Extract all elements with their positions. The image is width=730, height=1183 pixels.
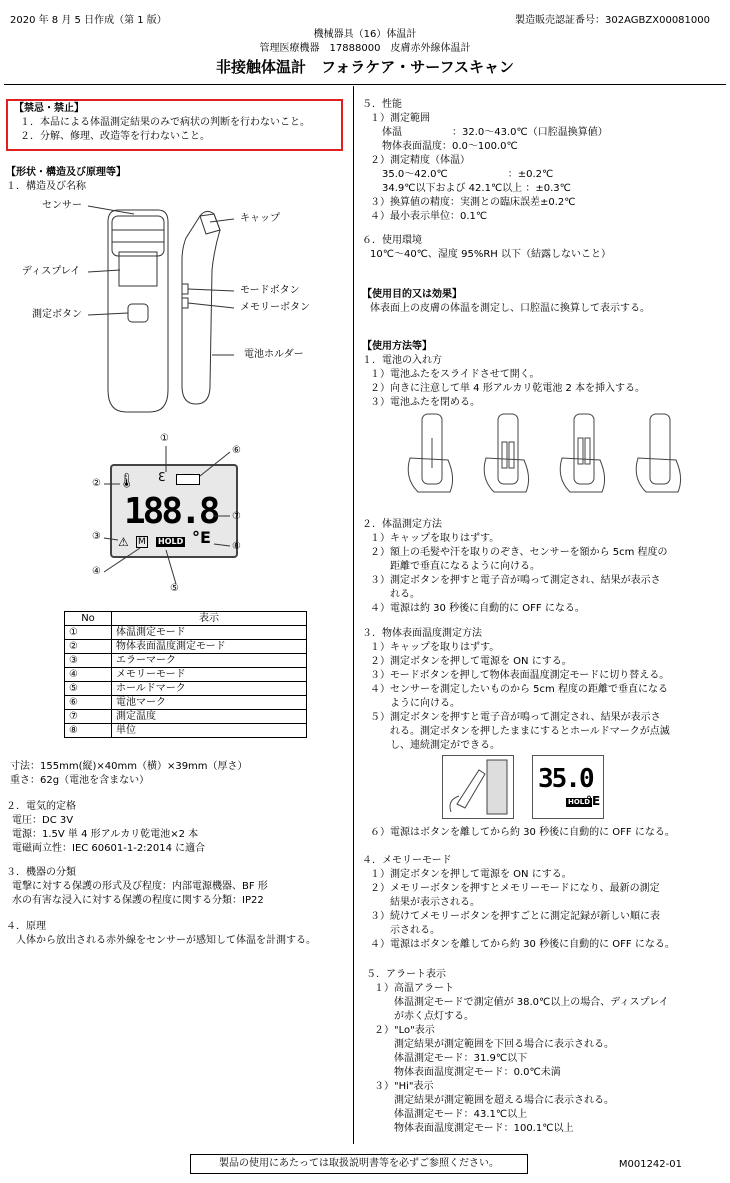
memory-heading: ４．メモリーモード xyxy=(362,855,452,866)
memory-icon: M xyxy=(138,537,146,547)
purpose-section xyxy=(362,288,650,316)
label-battery-holder: 電池ホルダー xyxy=(244,349,304,360)
battery-step-2-figure xyxy=(484,414,528,492)
label-sensor: センサー xyxy=(42,200,82,211)
memory-step: ２）メモリーボタンを押すとメモリーモードになり、最新の測定 xyxy=(370,883,660,894)
table-header-display: 表示 xyxy=(112,612,307,626)
performance-line: 35.0～42.0℃ ：±0.2℃ xyxy=(382,169,554,180)
alert-line: 体温測定モードで測定値が 38.0℃以上の場合、ディスプレイ xyxy=(374,997,669,1008)
body-measure-step: 距離で垂直になるように向ける。 xyxy=(370,561,540,572)
battery-insertion-illustration xyxy=(400,408,690,500)
surface-measure-step: れる。測定ボタンを押したままにするとホールドマークが点滅 xyxy=(370,726,670,737)
battery-step: ２）向きに注意して単 4 形アルカリ乾電池 2 本を挿入する。 xyxy=(370,383,646,394)
lcd-digits: 188.8 xyxy=(124,491,218,532)
callout-4: ④ xyxy=(92,566,101,577)
structure-subheading: １．構造及び名称 xyxy=(6,181,86,192)
device-classification: 管理医療機器 17888000 皮膚赤外線体温計 xyxy=(259,43,471,54)
surface-lcd-digits: 35.0 xyxy=(538,764,593,794)
alert-line: ２）"Lo"表示 xyxy=(374,1025,435,1036)
table-row xyxy=(65,682,307,696)
table-cell-label: メモリーモード xyxy=(112,668,307,682)
surface-lcd-unit: °E xyxy=(586,794,601,808)
table-cell-no: ③ xyxy=(65,654,112,668)
table-row xyxy=(65,710,307,724)
purpose-heading: 【使用目的又は効果】 xyxy=(362,289,462,300)
document-date: 2020 年 8 月 5 日作成（第 1 版） xyxy=(10,15,167,26)
table-row xyxy=(65,668,307,682)
table-row xyxy=(65,654,307,668)
device-front-body xyxy=(108,210,168,412)
performance-line: ２）測定精度（体温） xyxy=(370,155,470,166)
classification-line: 電撃に対する保護の形式及び程度：内部電源機器、BF 形 xyxy=(12,881,268,892)
table-cell-label: ホールドマーク xyxy=(112,682,307,696)
surface-measure-heading: ３．物体表面温度測定方法 xyxy=(362,628,482,639)
display-window xyxy=(119,252,157,286)
structure-heading: 【形状・構造及び原理等】 xyxy=(6,167,126,178)
memory-step: 結果が表示される。 xyxy=(370,897,480,908)
battery-heading: １．電池の入れ方 xyxy=(362,355,442,366)
surface-last-step xyxy=(370,826,675,840)
electrical-line: 電圧：DC 3V xyxy=(12,815,74,826)
table-cell-label: 測定温度 xyxy=(112,710,307,724)
table-cell-no: ⑤ xyxy=(65,682,112,696)
header-divider xyxy=(4,84,726,85)
electrical-heading: ２．電気的定格 xyxy=(6,801,76,812)
callout-3: ③ xyxy=(92,531,101,542)
table-row xyxy=(65,696,307,710)
lcd-unit: °E xyxy=(192,528,211,547)
surface-measure-step: ３）モードボタンを押して物体表面温度測定モードに切り替える。 xyxy=(370,670,670,681)
usage-section xyxy=(362,340,645,410)
callout-1: ① xyxy=(160,433,169,444)
table-cell-no: ⑦ xyxy=(65,710,112,724)
body-measure-step: れる。 xyxy=(370,589,420,600)
table-cell-label: 体温測定モード xyxy=(112,626,307,640)
memory-section xyxy=(362,854,675,952)
memory-step: ４）電源はボタンを離してから約 30 秒後に自動的に OFF になる。 xyxy=(370,939,675,950)
table-cell-label: 単位 xyxy=(112,724,307,738)
electrical-line: 電源：1.5V 単 4 形アルカリ乾電池×2 本 xyxy=(12,829,199,840)
body-measure-step: １）キャップを取りはずす。 xyxy=(370,533,500,544)
alert-line: が赤く点灯する。 xyxy=(374,1011,474,1022)
principle-heading: ４．原理 xyxy=(6,921,46,932)
label-memory-button: メモリーボタン xyxy=(240,302,310,313)
alert-line: ３）"Hi"表示 xyxy=(374,1081,434,1092)
sensor-cap-front xyxy=(112,216,164,256)
performance-line: 34.9℃以下および 42.1℃以上 ：±0.3℃ xyxy=(382,183,571,194)
electrical-section xyxy=(6,800,205,856)
error-icon: ⚠ xyxy=(118,535,129,549)
performance-section xyxy=(362,98,608,224)
performance-line: ３）換算値の精度：実測との臨床誤差±0.2℃ xyxy=(370,197,576,208)
dimensions-text: 寸法：155mm(縦)×40mm（横）×39mm（厚さ） xyxy=(10,761,248,772)
surface-measure-step: ６）電源はボタンを離してから約 30 秒後に自動的に OFF になる。 xyxy=(370,827,675,838)
document-code: M001242-01 xyxy=(618,1159,682,1170)
surface-measure-drawing xyxy=(443,756,513,818)
table-header-row xyxy=(65,612,307,626)
performance-line: １）測定範囲 xyxy=(370,113,430,124)
callout-5: ⑤ xyxy=(170,583,179,594)
warning-item: ２．分解、修理、改造等を行わないこと。 xyxy=(20,131,210,142)
callout-6: ⑥ xyxy=(232,445,241,456)
display-table xyxy=(64,611,307,738)
hold-mark: HOLD xyxy=(158,537,184,546)
measure-button-shape xyxy=(128,304,148,322)
callout-8: ⑧ xyxy=(232,541,241,552)
electrical-line: 電磁両立性：IEC 60601-1-2:2014 に適合 xyxy=(12,843,206,854)
performance-line: 体温 ：32.0～43.0℃（口腔温換算値） xyxy=(382,127,608,138)
body-measure-step: ２）額上の毛髪や汗を取りのぞき、センサーを額から 5cm 程度の xyxy=(370,547,668,558)
table-cell-no: ⑧ xyxy=(65,724,112,738)
memory-step: 示される。 xyxy=(370,925,440,936)
callout-7: ⑦ xyxy=(232,511,241,522)
classification-line: 水の有害な浸入に対する保護の程度に関する分類：IP22 xyxy=(12,895,264,906)
classification-heading: ３．機器の分類 xyxy=(6,867,76,878)
label-measure-button: 測定ボタン xyxy=(32,309,82,320)
table-cell-label: エラーマーク xyxy=(112,654,307,668)
surface-measure-step: し、連続測定ができる。 xyxy=(370,740,500,751)
warning-content xyxy=(14,102,310,144)
label-cap: キャップ xyxy=(240,213,280,224)
memory-step: ３）続けてメモリーボタンを押すごとに測定記録が新しい順に表 xyxy=(370,911,660,922)
environment-text: 10℃～40℃、湿度 95%RH 以下（結露しないこと） xyxy=(370,249,611,260)
weight-text: 重さ：62g（電池を含まない） xyxy=(10,775,150,786)
footer-notice: 製品の使用にあたっては取扱説明書等を必ずご参照ください。 xyxy=(190,1154,528,1174)
battery-step-4-figure xyxy=(636,414,680,492)
table-cell-no: ② xyxy=(65,640,112,654)
warning-heading: 【禁忌・禁止】 xyxy=(14,103,84,114)
alert-line: 物体表面温度測定モード：100.1℃以上 xyxy=(374,1123,574,1134)
principle-text: 人体から放出される赤外線をセンサーが感知して体温を計測する。 xyxy=(16,935,316,946)
battery-step-1-figure xyxy=(408,414,452,492)
principle-section xyxy=(6,920,316,948)
table-cell-no: ⑥ xyxy=(65,696,112,710)
surface-measure-step: ように向ける。 xyxy=(370,698,460,709)
label-mode-button: モードボタン xyxy=(240,285,300,296)
thermometer-icon: 🌡 xyxy=(118,473,136,489)
body-mode-icon: ℇ xyxy=(158,470,166,484)
column-divider xyxy=(353,86,354,1144)
page-title: 非接触体温計 フォラケア・サーフスキャン xyxy=(216,58,514,76)
table-cell-no: ① xyxy=(65,626,112,640)
table-row xyxy=(65,640,307,654)
alert-line: 測定結果が測定範囲を下回る場合に表示される。 xyxy=(374,1039,614,1050)
alert-section xyxy=(366,968,669,1136)
alert-line: 体温測定モード：31.9℃以下 xyxy=(374,1053,528,1064)
memory-step: １）測定ボタンを押して電源を ON にする。 xyxy=(370,869,572,880)
performance-line: ４）最小表示単位：0.1℃ xyxy=(370,211,488,222)
battery-step-3-figure xyxy=(560,414,604,492)
warning-item: １．本品による体温測定結果のみで病状の判断を行わないこと。 xyxy=(20,117,310,128)
usage-heading: 【使用方法等】 xyxy=(362,341,432,352)
surface-measure-step: ５）測定ボタンを押すと電子音が鳴って測定され、結果が表示さ xyxy=(370,712,661,723)
alert-line: １）高温アラート xyxy=(374,983,454,994)
body-measure-section xyxy=(362,518,668,616)
specs-section xyxy=(10,760,248,788)
surface-measure-section xyxy=(362,627,670,753)
purpose-text: 体表面上の皮膚の体温を測定し、口腔温に換算して表示する。 xyxy=(370,303,650,314)
surface-measure-step: ４）センサーを測定したいものから 5cm 程度の距離で垂直になる xyxy=(370,684,668,695)
table-cell-no: ④ xyxy=(65,668,112,682)
battery-step: ３）電池ふたを閉める。 xyxy=(370,397,480,408)
environment-section xyxy=(362,234,611,262)
table-header-no: No xyxy=(65,612,112,626)
surface-measure-step: １）キャップを取りはずす。 xyxy=(370,642,500,653)
surface-hold-mark: HOLD xyxy=(568,798,591,806)
alert-heading: ５．アラート表示 xyxy=(366,969,446,980)
battery-step: １）電池ふたをスライドさせて開く。 xyxy=(370,369,540,380)
table-cell-label: 物体表面温度測定モード xyxy=(112,640,307,654)
alert-line: 体温測定モード：43.1℃以上 xyxy=(374,1109,528,1120)
alert-line: 物体表面温度測定モード：0.0℃未満 xyxy=(374,1067,561,1078)
table-row xyxy=(65,626,307,640)
performance-line: 物体表面温度：0.0～100.0℃ xyxy=(382,141,518,152)
surface-measure-figure xyxy=(442,755,514,819)
device-category: 機械器具（16）体温計 xyxy=(313,29,417,40)
environment-heading: ６．使用環境 xyxy=(362,235,422,246)
label-display: ディスプレイ xyxy=(22,266,81,277)
body-measure-step: ４）電源は約 30 秒後に自動的に OFF になる。 xyxy=(370,603,585,614)
callout-lines xyxy=(0,420,260,600)
body-measure-heading: ２．体温測定方法 xyxy=(362,519,442,530)
body-measure-step: ３）測定ボタンを押すと電子音が鳴って測定され、結果が表示さ xyxy=(370,575,661,586)
table-row xyxy=(65,724,307,738)
performance-heading: ５．性能 xyxy=(362,99,402,110)
callout-2: ② xyxy=(92,478,101,489)
approval-number: 製造販売認証番号：302AGBZX00081000 xyxy=(515,15,710,26)
surface-measure-step: ２）測定ボタンを押して電源を ON にする。 xyxy=(370,656,572,667)
alert-line: 測定結果が測定範囲を超える場合に表示される。 xyxy=(374,1095,614,1106)
table-cell-label: 電池マーク xyxy=(112,696,307,710)
classification-section xyxy=(6,866,268,908)
